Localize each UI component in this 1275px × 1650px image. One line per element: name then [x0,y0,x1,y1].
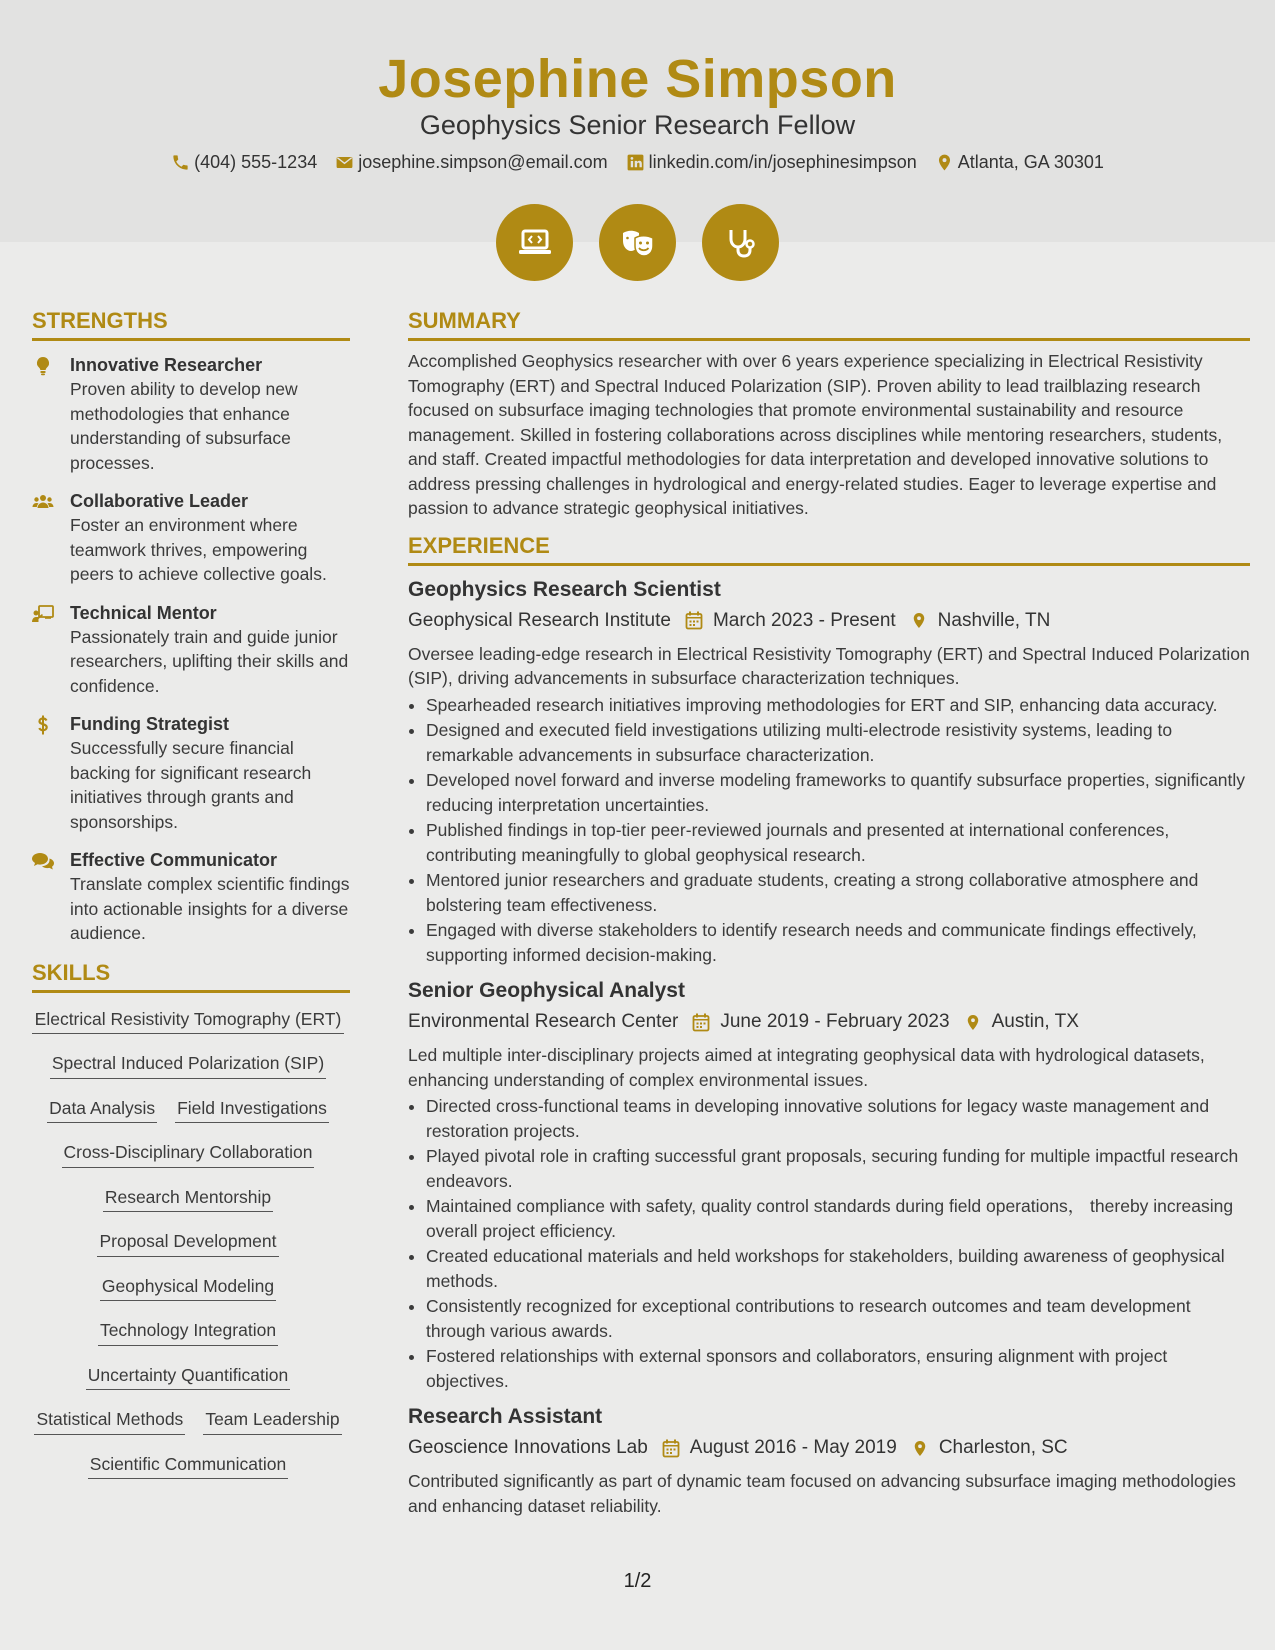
job-bullet: • Spearheaded research initiatives improving methodologies for ERT and SIP, enhancing data accuracy. [426,693,1250,718]
job-company: Geophysical Research Institute [408,609,671,631]
strength-item [32,712,350,834]
job-bullet: • Designed and executed field investigations utilizing multi-electrode resistivity systems, leading to remarkable advancements in subsurface characterization. [426,718,1250,767]
strength-title: Effective Communicator [70,850,278,870]
laptop-code-icon [515,223,555,263]
job-bullet: • Maintained compliance with safety, quality control standards during field operations， thereby increasing overall project efficiency. [426,1194,1250,1243]
job-bullet: • Created educational materials and held workshops for stakeholders, building awareness of geophysical methods. [426,1244,1250,1293]
job-company: Geoscience Innovations Lab [408,1437,648,1458]
strength-text: Passionately train and guide junior researchers, uplifting their skills and confidence. [70,626,349,696]
map-pin-icon [964,1013,982,1032]
candidate-name: Josephine Simpson [378,49,897,109]
skill-tag: Research Mentorship [103,1185,273,1213]
strengths-heading: STRENGTHS [32,308,350,341]
lightbulb-icon [32,356,54,376]
skill-tag: Scientific Communication [88,1452,288,1480]
interest-icons [0,204,1275,281]
job-bullet: • Published findings in top-tier peer-reviewed journals and presented at international conferences, contributing meaningfully to global geophysical research. [426,818,1250,867]
strength-title: Technical Mentor [70,602,217,623]
job-bullets [408,693,1250,968]
job-bullet: • Fostered relationships with external sponsors and collaborators, ensuring alignment with project objectives. [426,1344,1250,1393]
interest-circle-laptop [496,204,573,281]
dollar-icon [32,715,54,735]
location-text: Atlanta, GA 30301 [957,152,1104,172]
skill-tag: Data Analysis [47,1096,157,1124]
strength-item [32,601,350,699]
users-icon [32,492,54,512]
contact-location [935,152,1104,173]
calendar-icon [692,1013,710,1032]
job-dates: June 2019 - February 2023 [720,1011,950,1032]
interest-circle-masks [599,204,676,281]
experience-section [408,533,1250,1519]
strengths-section [32,308,350,946]
linkedin-text: linkedin.com/in/josephinesimpson [648,152,917,172]
skill-tag: Field Investigations [175,1096,329,1124]
experience-heading: EXPERIENCE [408,533,1250,566]
phone-icon [171,153,190,172]
skills-section [32,960,350,1480]
skill-tag: Uncertainty Quantification [86,1363,290,1391]
skill-tag: Team Leadership [203,1407,341,1435]
skill-tag: Technology Integration [98,1318,278,1346]
comments-icon [32,851,54,871]
job-bullets [408,1094,1250,1393]
job-entry [408,576,1250,968]
skill-tag: Statistical Methods [34,1407,185,1435]
stethoscope-icon [721,223,761,263]
email-text: josephine.simpson@email.com [358,152,608,172]
job-description: Led multiple inter-disciplinary projects aimed at integrating geophysical data with hydrological datasets, enhancing understanding of complex environmental issues. [408,1045,1205,1090]
strength-text: Foster an environment where teamwork thrives, empowering peers to achieve collective goals. [70,515,327,584]
skill-tag: Cross-Disciplinary Collaboration [62,1140,315,1168]
job-bullet: • Mentored junior researchers and graduate students, creating a strong collaborative atmosphere and bolstering team effectiveness. [426,868,1250,917]
skill-tag: Spectral Induced Polarization (SIP) [50,1051,326,1079]
job-description: Contributed significantly as part of dynamic team focused on advancing subsurface imaging methodologies and enhancing dataset reliability. [408,1471,1236,1516]
map-pin-icon [935,153,954,172]
job-bullet: • Directed cross-functional teams in developing innovative solutions for legacy waste management and restoration projects. [426,1094,1250,1143]
job-entry [408,1403,1250,1518]
teacher-icon [32,604,54,624]
job-description: Oversee leading-edge research in Electrical Resistivity Tomography (ERT) and Spectral Induced Polarization (SIP), driving advancements in subsurface characterization techniques. [408,643,1250,688]
strength-text: Proven ability to develop new methodologies that enhance understanding of subsurface processes. [70,379,298,473]
summary-text: Accomplished Geophysics researcher with over 6 years experience specializing in Electrical Resistivity Tomography (ERT) and Spectral Induced Polarization (SIP). Proven ability to lead trailblazing research focused on subsurface imaging technologies that promote environmental sustainability and resource management. Skilled in fostering collaborations across disciplines while mentoring researchers, students, and staff. Created impactful methodologies for data interpretation and developed innovative solutions to address pressing challenges in hydrological and energy-related studies. Eager to leverage expertise and passion to advance strategic geophysical initiatives. [408,351,1223,518]
job-bullet: • Engaged with diverse stakeholders to identify research needs and communicate findings effectively, supporting informed decision-making. [426,918,1250,967]
page-number: 1/2 [623,1570,652,1592]
job-bullet: • Played pivotal role in crafting successful grant proposals, securing funding for multiple impactful research endeavors. [426,1144,1250,1193]
job-entry [408,977,1250,1393]
summary-heading: SUMMARY [408,308,1250,341]
job-title: Senior Geophysical Analyst [408,979,685,1002]
phone-text: (404) 555-1234 [194,152,318,172]
strength-text: Successfully secure financial backing for significant research initiatives through grants and sponsorships. [70,738,312,832]
strength-title: Collaborative Leader [70,491,249,511]
job-company: Environmental Research Center [408,1011,679,1032]
strength-title: Funding Strategist [70,714,229,734]
map-pin-icon [911,1439,929,1458]
skill-tag: Geophysical Modeling [100,1274,276,1302]
map-pin-icon [910,611,928,630]
contact-phone[interactable] [171,152,317,173]
job-location: Nashville, TN [937,609,1051,631]
job-location: Austin, TX [991,1011,1079,1032]
skill-tag: Electrical Resistivity Tomography (ERT) [32,1007,344,1035]
job-bullet: • Developed novel forward and inverse modeling frameworks to quantify subsurface properties, significantly reducing interpretation uncertainties. [426,768,1250,817]
job-bullet: • Consistently recognized for exceptional contributions to research outcomes and team development through various awards. [426,1294,1250,1343]
job-location: Charleston, SC [938,1437,1068,1458]
contact-bar [0,152,1275,173]
strength-title: Innovative Researcher [70,355,263,375]
right-column [408,308,1250,1518]
job-dates: August 2016 - May 2019 [689,1437,897,1458]
job-meta [408,1009,1250,1035]
skills-heading: SKILLS [32,960,350,993]
candidate-title: Geophysics Senior Research Fellow [419,110,856,140]
strength-item [32,353,350,475]
calendar-icon [685,611,703,630]
calendar-icon [662,1439,680,1458]
job-meta [408,1435,1250,1461]
job-dates: March 2023 - Present [712,609,896,631]
strength-text: Translate complex scientific findings into actionable insights for a diverse audience. [70,874,350,943]
contact-email[interactable] [335,152,607,173]
job-title: Geophysics Research Scientist [408,577,721,601]
linkedin-icon [626,153,645,172]
skill-tag: Proposal Development [97,1229,278,1257]
interest-circle-stethoscope [702,204,779,281]
strength-item [32,489,350,587]
theater-masks-icon [618,223,658,263]
job-title: Research Assistant [408,1405,603,1428]
left-column [32,308,350,1479]
envelope-icon [335,153,354,172]
summary-section [408,308,1250,521]
contact-linkedin[interactable] [626,152,917,173]
job-meta [408,608,1250,634]
strength-item [32,848,350,946]
